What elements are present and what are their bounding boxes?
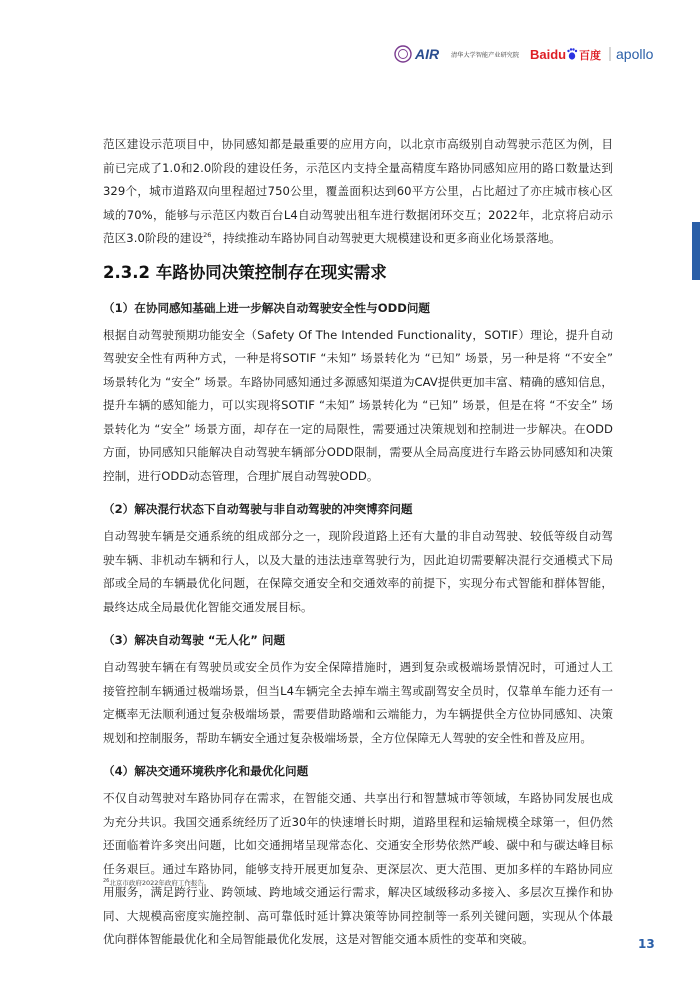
chapter-side-tab xyxy=(692,222,700,280)
intro-text-after: ，持续推动车路协同自动驾驶更大规模建设和更多商业化场景落地。 xyxy=(211,231,561,245)
air-tsinghua-logo xyxy=(393,44,523,64)
subsection-body-3: 自动驾驶车辆在有驾驶员或安全员作为安全保障措施时，遇到复杂或极端场景情况时，可通过人工接管控制车辆通过极端场景，但当L4车辆完全去掉车端主驾或副驾安全员时，仅靠单车能力还有一定概率无法顺利通过复杂极端场景，需要借助路端和云端能力，为车辆提供全方位协同感知、决策规划和控制服务，帮助车辆安全通过复杂极端场景，全方位保障无人驾驶的安全性和普及应用。 xyxy=(103,660,613,745)
intro-paragraph xyxy=(103,133,613,251)
intro-text: 范区建设示范项目中，协同感知都是最重要的应用方向，以北京市高级别自动驾驶示范区为例，目前已完成了1.0和2.0阶段的建设任务，示范区内支持全量高精度车路协同感知应用的路口数量达到329个，城市道路双向里程超过750公里，覆盖面积达到60平方公里，占比超过了亦庄城市核心区域的70%，能够与示范区内数百台L4自动驾驶出租车进行数据闭环交互；2022年，北京将启动示范区3.0阶段的建设 xyxy=(103,137,613,245)
footnote xyxy=(103,878,210,887)
subsection-heading-2: （2）解决混行状态下自动驾驶与非自动驾驶的冲突博弈问题 xyxy=(103,502,413,516)
subsection-body-1: 根据自动驾驶预期功能安全（Safety Of The Intended Functionality，SOTIF）理论，提升自动驾驶安全性有两种方式，一种是将SOTIF “未知” 场景转化为 “已知” 场景，另一种是将 “不安全” 场景转化为 “安全” 场景。车路协同感知通过多源感知渠道为CAV提供更加丰富、精确的感知信息，提升车辆的感知能力，可以实现将SOTIF “未知” 场景转化为 “已知” 场景，但是在将 “不安全” 场景转化为 “安全” 场景方面，却存在一定的局限性，需要通过决策规划和控制进一步解决。在ODD方面，协同感知只能解决自动驾驶车辆部分ODD限制，需要从全局高度进行车路云协同感知和决策控制，进行ODD动态管理，合理扩展自动驾驶ODD。 xyxy=(103,327,613,483)
subsection-heading-3: （3）解决自动驾驶 “无人化” 问题 xyxy=(103,633,286,647)
page-number: 13 xyxy=(638,937,655,951)
baidu-apollo-logo xyxy=(530,43,680,65)
footnote-number: 26 xyxy=(103,878,110,884)
tsinghua-seal-icon xyxy=(395,46,411,62)
footnote-ref: 26 xyxy=(203,231,212,240)
main-content xyxy=(103,133,613,952)
page-header xyxy=(0,0,700,80)
section-title: 2.3.2 车路协同决策控制存在现实需求 xyxy=(103,262,387,282)
subsection-body-4: 不仅自动驾驶对车路协同存在需求，在智能交通、共享出行和智慧城市等领域，车路协同发展也成为充分共识。我国交通系统经历了近30年的快速增长时期，道路里程和运输规模全球第一，但仍然还面临着许多突出问题，比如交通拥堵呈现常态化、交通安全形势依然严峻、碳中和与碳达峰目标任务艰巨。通过车路协同，能够支持开展更加复杂、更深层次、更大范围、更加多样的车路协同应用服务，满足跨行业、跨领域、跨地域交通运行需求，解决区域级移动多接入、多层次互操作和协同、大规模高密度实施控制、高可靠低时延计算决策等协同控制等一系列关键问题，实现从个体最优向群体智能最优化和全局智能最优化发展，这是对智能交通本质性的变革和突破。 xyxy=(103,791,613,946)
footnote-text: 北京市政府2022年政府工作报告。 xyxy=(109,879,211,888)
baidu-paw-icon xyxy=(567,48,577,59)
subsection-body-2: 自动驾驶车辆是交通系统的组成部分之一，现阶段道路上还有大量的非自动驾驶、较低等级自动驾驶车辆、非机动车辆和行人，以及大量的违法违章驾驶行为，因此迫切需要解决混行交通模式下局部或全局的车辆最优化问题，在保障交通安全和交通效率的前提下，实现分布式智能和群体智能，最终达成全局最优化智能交通发展目标。 xyxy=(103,529,613,614)
tsinghua-text: 清华大学智能产业研究院 xyxy=(451,52,520,59)
subsection-heading-4: （4）解决交通环境秩序化和最优化问题 xyxy=(103,764,309,778)
baidu-cn-text: 百度 xyxy=(579,49,601,62)
subsection-heading-1: （1）在协同感知基础上进一步解决自动驾驶安全性与ODD问题 xyxy=(103,300,431,315)
baidu-text: Baidu xyxy=(530,47,567,62)
apollo-text: apollo xyxy=(616,46,654,62)
air-logo-text: AIR xyxy=(415,46,440,62)
